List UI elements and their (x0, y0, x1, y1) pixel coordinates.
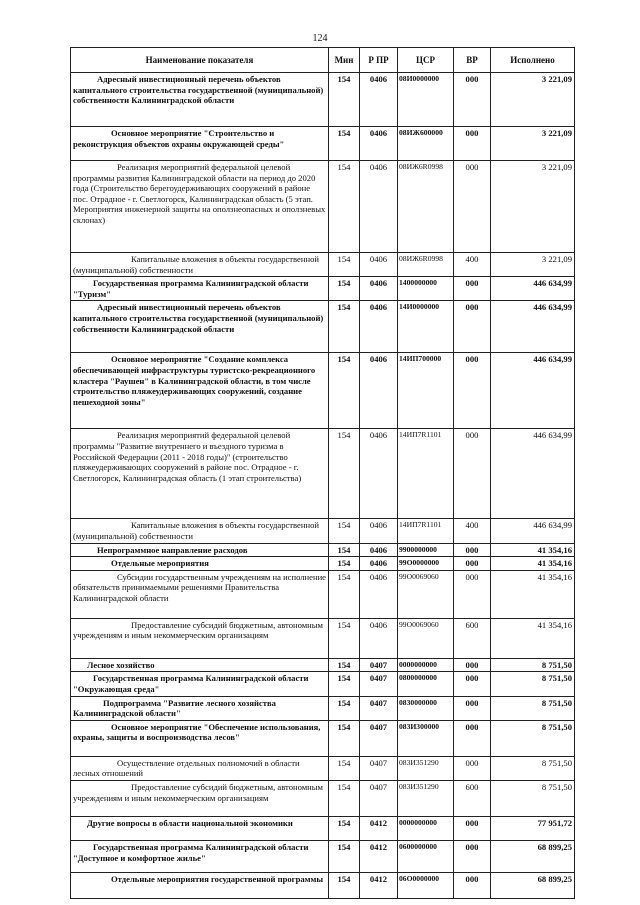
row-name-cell: Непрограммное направление расходов (71, 543, 329, 557)
row-executed-cell: 8 751,50 (491, 780, 575, 816)
row-csr-cell: 0800000000 (398, 672, 454, 696)
row-executed-cell: 3 221,09 (491, 127, 575, 161)
table-row (71, 429, 575, 519)
row-min-cell: 154 (329, 780, 360, 816)
table-row (71, 816, 575, 840)
row-vr-cell: 000 (454, 756, 491, 780)
row-min-cell: 154 (329, 429, 360, 519)
row-csr-cell: 1400000000 (398, 277, 454, 301)
row-name-cell: Предоставление субсидий бюджетным, автономным учреждениям и иным некоммерческим организациям (71, 618, 329, 658)
table-row (71, 253, 575, 277)
row-min-cell: 154 (329, 618, 360, 658)
row-executed-cell: 68 899,25 (491, 872, 575, 898)
row-executed-cell: 446 634,99 (491, 353, 575, 429)
table-row (71, 756, 575, 780)
table-row (71, 618, 575, 658)
row-rpr-cell: 0406 (360, 618, 398, 658)
row-vr-cell: 000 (454, 658, 491, 672)
table-row (71, 519, 575, 543)
row-vr-cell: 600 (454, 780, 491, 816)
row-csr-cell: 99О0069060 (398, 570, 454, 618)
row-rpr-cell: 0412 (360, 872, 398, 898)
row-csr-cell: 083И351290 (398, 780, 454, 816)
row-csr-cell: 06О0000000 (398, 872, 454, 898)
table-row (71, 161, 575, 253)
row-csr-cell: 9900000000 (398, 543, 454, 557)
row-vr-cell: 000 (454, 277, 491, 301)
row-name-cell: Реализация мероприятий федеральной целевой программы "Развитие внутреннего и въездного туризма в Российской Федерации (2011 - 2018 годы)" (строительство пляжеудерживающих сооружений в районе пос. Отрадное - г. Светлогорск, Калининградская область (1 этап строительства) (71, 429, 329, 519)
table-row (71, 840, 575, 872)
row-min-cell: 154 (329, 872, 360, 898)
table-row (71, 672, 575, 696)
row-executed-cell: 446 634,99 (491, 277, 575, 301)
row-vr-cell: 000 (454, 127, 491, 161)
row-rpr-cell: 0406 (360, 301, 398, 353)
row-executed-cell: 3 221,09 (491, 161, 575, 253)
row-rpr-cell: 0406 (360, 353, 398, 429)
row-name-cell: Лесное хозяйство (71, 658, 329, 672)
row-min-cell: 154 (329, 277, 360, 301)
row-rpr-cell: 0407 (360, 672, 398, 696)
row-rpr-cell: 0406 (360, 127, 398, 161)
row-min-cell: 154 (329, 353, 360, 429)
row-executed-cell: 8 751,50 (491, 696, 575, 720)
row-name-cell: Реализация мероприятий федеральной целевой программы развития Калининградской области на период до 2020 года (Строительство берегоудерживающих сооружений в районе пос. Отрадное - г. Светлогорск, Калининградская область (5 этап. Мероприятия инженерной защиты на оползнеопасных и оползневых склонах) (71, 161, 329, 253)
table-row (71, 73, 575, 127)
row-name-cell: Государственная программа Калининградской области "Туризм" (71, 277, 329, 301)
row-name-cell: Подпрограмма "Развитие лесного хозяйства Калининградской области" (71, 696, 329, 720)
row-min-cell: 154 (329, 658, 360, 672)
row-csr-cell: 0600000000 (398, 840, 454, 872)
table-row (71, 543, 575, 557)
row-min-cell: 154 (329, 696, 360, 720)
row-min-cell: 154 (329, 720, 360, 756)
row-executed-cell: 8 751,50 (491, 756, 575, 780)
row-executed-cell: 68 899,25 (491, 840, 575, 872)
row-name-cell: Другие вопросы в области национальной экономики (71, 816, 329, 840)
table-row (71, 127, 575, 161)
row-name-cell: Капитальные вложения в объекты государственной (муниципальной) собственности (71, 519, 329, 543)
row-csr-cell: 083И300000 (398, 720, 454, 756)
budget-table (70, 47, 575, 899)
row-vr-cell: 400 (454, 253, 491, 277)
row-csr-cell: 08ИЖ6R0998 (398, 253, 454, 277)
row-csr-cell: 083И351290 (398, 756, 454, 780)
row-csr-cell: 08ИЖ600000 (398, 127, 454, 161)
header-row (71, 48, 575, 73)
row-rpr-cell: 0406 (360, 161, 398, 253)
row-rpr-cell: 0412 (360, 816, 398, 840)
table-row (71, 780, 575, 816)
header-executed: Исполнено (491, 48, 575, 73)
table-row (71, 301, 575, 353)
row-csr-cell: 99О0069060 (398, 618, 454, 658)
table-row (71, 696, 575, 720)
row-name-cell: Основное мероприятие "Строительство и реконструкция объектов охраны окружающей среды" (71, 127, 329, 161)
row-vr-cell: 000 (454, 720, 491, 756)
row-vr-cell: 000 (454, 557, 491, 571)
row-name-cell: Отдельные мероприятия государственной программы (71, 872, 329, 898)
row-rpr-cell: 0406 (360, 519, 398, 543)
row-rpr-cell: 0406 (360, 253, 398, 277)
row-min-cell: 154 (329, 253, 360, 277)
header-csr: ЦСР (398, 48, 454, 73)
row-vr-cell: 000 (454, 672, 491, 696)
row-rpr-cell: 0407 (360, 756, 398, 780)
row-executed-cell: 77 951,72 (491, 816, 575, 840)
row-min-cell: 154 (329, 570, 360, 618)
row-csr-cell: 0000000000 (398, 816, 454, 840)
row-min-cell: 154 (329, 672, 360, 696)
row-csr-cell: 14ИП700000 (398, 353, 454, 429)
row-vr-cell: 000 (454, 570, 491, 618)
row-min-cell: 154 (329, 519, 360, 543)
row-rpr-cell: 0412 (360, 840, 398, 872)
row-executed-cell: 41 354,16 (491, 618, 575, 658)
row-executed-cell: 3 221,09 (491, 253, 575, 277)
row-csr-cell: 14ИП7R1101 (398, 429, 454, 519)
row-min-cell: 154 (329, 127, 360, 161)
row-rpr-cell: 0406 (360, 73, 398, 127)
row-csr-cell: 08И0000000 (398, 73, 454, 127)
row-executed-cell: 41 354,16 (491, 557, 575, 571)
row-min-cell: 154 (329, 557, 360, 571)
row-rpr-cell: 0407 (360, 658, 398, 672)
header-rpr: Р ПР (360, 48, 398, 73)
row-vr-cell: 400 (454, 519, 491, 543)
row-name-cell: Основное мероприятие "Создание комплекса обеспечивающей инфраструктуры туристско-рекреационного кластера "Раушен" в Калининградской области, в том числе строительство пляжеудерживающих сооружений, создание пешеходной зоны" (71, 353, 329, 429)
row-min-cell: 154 (329, 73, 360, 127)
row-min-cell: 154 (329, 161, 360, 253)
row-vr-cell: 600 (454, 618, 491, 658)
page-number: 124 (312, 33, 328, 44)
row-vr-cell: 000 (454, 543, 491, 557)
row-executed-cell: 8 751,50 (491, 658, 575, 672)
row-rpr-cell: 0406 (360, 543, 398, 557)
row-min-cell: 154 (329, 816, 360, 840)
header-min: Мин (329, 48, 360, 73)
row-vr-cell: 000 (454, 816, 491, 840)
row-rpr-cell: 0406 (360, 570, 398, 618)
row-csr-cell: 14ИП7R1101 (398, 519, 454, 543)
row-rpr-cell: 0406 (360, 429, 398, 519)
row-vr-cell: 000 (454, 429, 491, 519)
row-name-cell: Адресный инвестиционный перечень объектов капитального строительства государственной (муниципальной) собственности Калининградской области (71, 73, 329, 127)
row-rpr-cell: 0406 (360, 557, 398, 571)
row-vr-cell: 000 (454, 353, 491, 429)
row-csr-cell: 99О0000000 (398, 557, 454, 571)
row-vr-cell: 000 (454, 301, 491, 353)
row-executed-cell: 41 354,16 (491, 543, 575, 557)
row-executed-cell: 8 751,50 (491, 672, 575, 696)
table-row (71, 720, 575, 756)
row-rpr-cell: 0406 (360, 277, 398, 301)
row-rpr-cell: 0407 (360, 780, 398, 816)
table-row (71, 353, 575, 429)
row-name-cell: Капитальные вложения в объекты государственной (муниципальной) собственности (71, 253, 329, 277)
row-executed-cell: 446 634,99 (491, 519, 575, 543)
table-row (71, 658, 575, 672)
row-name-cell: Государственная программа Калининградской области "Окружающая среда" (71, 672, 329, 696)
row-name-cell: Основное мероприятие "Обеспечение использования, охраны, защиты и воспроизводства лесов" (71, 720, 329, 756)
row-name-cell: Адресный инвестиционный перечень объектов капитального строительства государственной (муниципальной) собственности Калининградской области (71, 301, 329, 353)
row-rpr-cell: 0407 (360, 696, 398, 720)
table-row (71, 570, 575, 618)
row-vr-cell: 000 (454, 840, 491, 872)
row-executed-cell: 446 634,99 (491, 429, 575, 519)
row-executed-cell: 8 751,50 (491, 720, 575, 756)
table-row (71, 557, 575, 571)
row-min-cell: 154 (329, 756, 360, 780)
header-vr: ВР (454, 48, 491, 73)
row-min-cell: 154 (329, 543, 360, 557)
row-name-cell: Предоставление субсидий бюджетным, автономным учреждениям и иным некоммерческим организациям (71, 780, 329, 816)
row-name-cell: Осуществление отдельных полномочий в области лесных отношений (71, 756, 329, 780)
row-name-cell: Государственная программа Калининградской области "Доступное и комфортное жилье" (71, 840, 329, 872)
row-name-cell: Отдельные мероприятия (71, 557, 329, 571)
row-rpr-cell: 0407 (360, 720, 398, 756)
table-row (71, 872, 575, 898)
row-vr-cell: 000 (454, 872, 491, 898)
table-row (71, 277, 575, 301)
row-executed-cell: 446 634,99 (491, 301, 575, 353)
row-csr-cell: 14И0000000 (398, 301, 454, 353)
row-executed-cell: 3 221,09 (491, 73, 575, 127)
row-executed-cell: 41 354,16 (491, 570, 575, 618)
header-name: Наименование показателя (71, 48, 329, 73)
row-vr-cell: 000 (454, 696, 491, 720)
row-name-cell: Субсидии государственным учреждениям на исполнение обязательств принимаемыми решениями Правительства Калининградской области (71, 570, 329, 618)
row-csr-cell: 08ИЖ6R0998 (398, 161, 454, 253)
row-vr-cell: 000 (454, 73, 491, 127)
row-min-cell: 154 (329, 840, 360, 872)
row-vr-cell: 000 (454, 161, 491, 253)
row-min-cell: 154 (329, 301, 360, 353)
row-csr-cell: 0000000000 (398, 658, 454, 672)
row-csr-cell: 0830000000 (398, 696, 454, 720)
